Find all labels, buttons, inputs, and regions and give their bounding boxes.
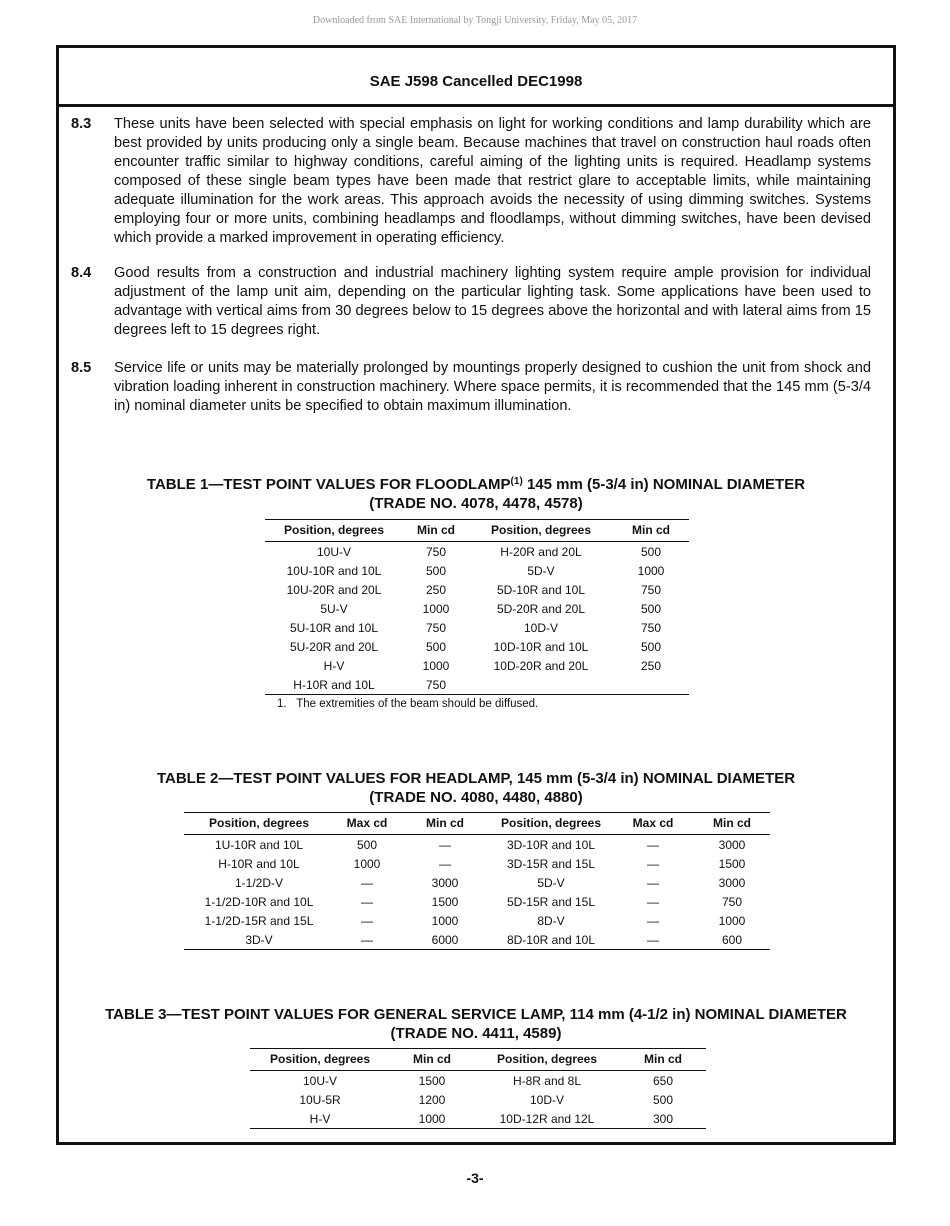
table-row [184,892,770,911]
table-cell: 1000 [422,601,450,616]
table-cell: 3D-15R and 15L [506,856,596,871]
table-cell: H-V [250,1109,390,1129]
table-cell [469,675,613,695]
table-cell: 650 [652,1073,674,1088]
table-cell: 750 [425,620,447,635]
download-watermark: Downloaded from SAE International by Tongji University, Friday, May 05, 2017 [312,15,638,26]
table-cell: 1000 [431,913,459,928]
table-cell: 5D-15R and 15L [506,894,596,909]
table-cell: 10D-V [523,620,558,635]
table-row [265,656,689,675]
table-cell: 3D-V [184,930,334,950]
table-cell: 3D-10R and 10L [506,837,596,852]
table1-title: TABLE 1—TEST POINT VALUES FOR FLOODLAMP$^{(1)}$ 145 mm (5-3/4 in) NOMINAL DIAMETER (TRADE NO. 4078, 4478, 4578) [146,476,806,512]
table-cell: 10U-5R [299,1092,341,1107]
table-cell: 5U-V [320,601,348,616]
document-title: SAE J598 Cancelled DEC1998 [59,48,893,107]
table-cell: 5U-20R and 20L [289,639,379,654]
table-row [184,873,770,892]
table-row [265,618,689,637]
section-text: Service life or units may be materially prolonged by mountings properly designed to cushion the unit from shock and vibration loading inherent in construction machinery. Where space permits, it is recommended that the 145 mm (5-3/4 in) nominal diameter units be specified to obtain maximum illumination. [114,360,871,414]
column-header: Position, degrees [265,520,403,542]
table-cell: 250 [425,582,447,597]
table-cell: 10U-10R and 10L [286,563,382,578]
table-cell: 1-1/2D-15R and 15L [204,913,314,928]
table-cell: 1-1/2D-V [234,875,284,890]
page-number: -3- [466,1170,484,1186]
table-cell: 500 [640,639,662,654]
table-cell: 250 [640,658,662,673]
table-row [184,911,770,930]
table-cell: 8D-10R and 10L [490,930,612,950]
table-row [265,542,689,562]
table2-header-row [184,813,770,835]
column-header: Min cd [620,1049,706,1071]
table-cell: H-10R and 10L [218,856,300,871]
table-cell: 1U-10R and 10L [214,837,304,852]
table-row [250,1109,706,1129]
table-cell: — [439,837,451,852]
section-text: These units have been selected with special emphasis on light for working conditions and lamp durability which are best provided by units producing only a single beam. Because machines that travel on construction haul roads often encounter traffic similar to highway conditions, careful aiming of the lighting units is required. Headlamp systems composed of these single beam types have been made that restrict glare to acceptable limits, while maintaining adequate illumination for the work areas. This approach avoids the necessity of using dimming switches. Systems employing four or more units, combining headlamps and floodlamps, without dimming switches, have been devised which provide a marked improvement in operating efficiency. [114,116,871,246]
table-cell: 10D-10R and 10L [493,639,589,654]
table-cell: 750 [403,675,469,695]
table-cell: 1200 [418,1092,446,1107]
table-cell: 750 [640,620,662,635]
table-cell: 3000 [718,875,746,890]
table-cell: 1500 [718,856,746,871]
table-row [250,1071,706,1091]
table-cell: 6000 [400,930,490,950]
table-cell: 5U-10R and 10L [289,620,379,635]
column-header: Position, degrees [250,1049,390,1071]
table3 [250,1048,706,1129]
column-header: Min cd [400,813,490,835]
table-cell [613,675,689,695]
table-row [184,835,770,855]
section-text: Good results from a construction and industrial machinery lighting system require ample provision for individual adjustment of the lamp unit aim, depending on the particular lighting task. Some applications have been used to advantage with vertical aims from 30 degrees below to 15 degrees above the horizontal and with lateral aims from 15 degrees left to 15 degrees right. [114,265,871,338]
table-row [265,675,689,695]
table-cell: — [612,930,694,950]
table-cell: — [439,856,451,871]
column-header: Position, degrees [490,813,612,835]
table-cell: 750 [425,544,447,559]
table-cell: 1000 [718,913,746,928]
table-cell: 5D-V [527,563,555,578]
table-cell: 1000 [422,658,450,673]
table-cell: — [647,875,659,890]
table-cell: 1500 [418,1073,446,1088]
table-cell: 500 [425,639,447,654]
table-cell: H-8R and 8L [512,1073,582,1088]
table-cell: 750 [640,582,662,597]
table-cell: 10D-V [529,1092,564,1107]
table-cell: 3000 [718,837,746,852]
column-header: Min cd [694,813,770,835]
table1-footnote: 1. The extremities of the beam should be diffused. [277,698,539,710]
table-row [184,930,770,950]
table-cell: — [334,930,400,950]
column-header: Min cd [390,1049,474,1071]
table-cell: — [361,875,373,890]
table-cell: 500 [425,563,447,578]
table-cell: 10U-V [302,1073,337,1088]
table3-title: TABLE 3—TEST POINT VALUES FOR GENERAL SERVICE LAMP, 114 mm (4-1/2 in) NOMINAL DIAMETER (TRADE NO. 4411, 4589) [105,1006,847,1042]
table-cell: 3000 [431,875,459,890]
table-cell: — [647,894,659,909]
table-cell: 500 [640,601,662,616]
column-header: Position, degrees [469,520,613,542]
table-cell: 500 [652,1092,674,1107]
table-cell: 1000 [390,1109,474,1129]
table-cell: 1500 [431,894,459,909]
table-row [265,637,689,656]
table-cell: 5D-V [537,875,565,890]
section-number: 8.4 [71,265,92,281]
table2 [184,812,770,950]
table2-title: TABLE 2—TEST POINT VALUES FOR HEADLAMP, 145 mm (5-3/4 in) NOMINAL DIAMETER (TRADE NO. 4080, 4480, 4880) [156,770,796,806]
table-cell: 1000 [637,563,665,578]
column-header: Position, degrees [184,813,334,835]
table-cell: 10D-12R and 12L [474,1109,620,1129]
column-header: Max cd [334,813,400,835]
table-row [265,561,689,580]
column-header: Min cd [613,520,689,542]
section-number: 8.5 [71,360,92,376]
section-number: 8.3 [71,116,92,132]
table-cell: — [361,894,373,909]
table-cell: 500 [356,837,378,852]
table-row [184,854,770,873]
table-row [265,599,689,618]
table-cell: 10D-20R and 20L [493,658,589,673]
column-header: Max cd [612,813,694,835]
table-cell: 1000 [353,856,381,871]
table-row [250,1090,706,1109]
section-8-5 [71,359,871,416]
table-cell: — [647,913,659,928]
table-cell: 300 [620,1109,706,1129]
table-cell: 500 [640,544,662,559]
table-row [265,580,689,599]
table-cell: 8D-V [537,913,565,928]
table-cell: 5D-10R and 10L [496,582,586,597]
table3-header-row [250,1049,706,1071]
table-cell: — [647,837,659,852]
table-cell: 1-1/2D-10R and 10L [204,894,314,909]
table-cell: 750 [721,894,743,909]
table-cell: H-20R and 20L [500,544,582,559]
page-frame [56,45,896,1145]
section-8-3 [71,115,871,248]
table-cell: 600 [694,930,770,950]
column-header: Min cd [403,520,469,542]
table-cell: 10U-20R and 20L [286,582,382,597]
section-8-4 [71,264,871,340]
table1 [265,519,689,695]
table-cell: H-V [323,658,345,673]
table-cell: H-10R and 10L [265,675,403,695]
table1-header-row [265,520,689,542]
table-cell: — [361,913,373,928]
table-cell: 5D-20R and 20L [496,601,586,616]
table-cell: — [647,856,659,871]
column-header: Position, degrees [474,1049,620,1071]
table-cell: 10U-V [316,544,351,559]
